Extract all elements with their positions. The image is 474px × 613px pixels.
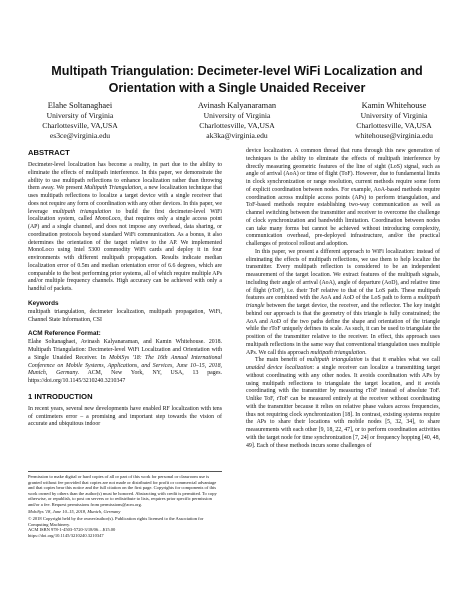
title-line-1: Multipath Triangulation: Decimeter-level WiFi Localization and [51,64,423,78]
author-1 [10,101,150,141]
author-block [10,101,464,141]
author-email: es3ce@virginia.edu [49,131,111,140]
author-name: Elahe Soltanaghaei [47,101,113,110]
right-column [246,148,440,450]
left-column [28,148,222,429]
right-para-1: device localization. A common thread that runs through this new generation of techniques is the ability to eliminate the effects of multipath interference by directly measuring geometric features of the line of sight (LoS) signal, such as angle of arrival (AoA) or time of flight (ToF). However, due to fundamental limits in clock synchronization or range resolution, current methods require some form of explicit coordination between nodes. For example, AoA-based methods require coordination across multiple access points (APs) to perform triangulation, and ToF-based methods require establishing two-way communication as well as channel switching between the transmitter and receiver to overcome the challenge of clock synchronization and bandwidth limitation. Coordination between nodes can take many forms but cannot be achieved without introducing complexity, communication overhead, pre-deployed infrastructure, and/or the practical challenges of protocol rollout and adoption. [246,148,440,247]
right-para-2: In this paper, we present a different approach to WiFi localization: instead of eliminating the effects of multipath reflections, we use them to help localize the transmitter. Every multipath reflection is considered to be an independent measurement of the target location. We extract features of the multipath signals, including their angle of arrival (AoA), angle of departure (AoD), and relative time of flight (rToF), i.e. their ToF relative to that of the LoS path. These multipath features are combined with the AoA and AoD of the LoS path to form a multipath triangle between the target device, the receiver, and the reflector. The key insight behind our approach is that the geometry of this triangle is fully constrained; the AoA and AoD of the two paths define the shape and orientation of the triangle while the rToF uniquely defines its scale. As such, it can be used to triangulate the position of the transmitter relative to the receiver. In effect, this approach uses multipath reflections in the same way that conventional triangulation uses multiple APs. We call this approach multipath triangulation. [246,248,440,356]
author-affiliation: University of Virginia [360,111,428,120]
acm-ref-heading: ACM Reference Format: [28,330,101,338]
permission-footnote [28,471,222,540]
footnote-copyright: © 2018 Copyright held by the owner/author(s). Publication rights licensed to the Association for Computing Machinery. ACM ISBN 978-1-4503-5720-3/18/06…$15.00 https://doi.org/10.1145/3210240.3210347 [28,516,204,538]
author-affiliation: University of Virginia [46,111,114,120]
title-line-2: Orientation with a Single Unaided Receiver [108,81,366,95]
keywords-heading: Keywords [28,299,59,307]
intro-heading: 1 INTRODUCTION [28,391,93,401]
author-2 [167,101,307,141]
abstract-text: Decimeter-level localization has become a reality, in part due to the ability to eliminate the effects of multipath interference. In this paper, we demonstrate the ability to use multipath reflections to enhance localization rather than throwing them away. We present Multipath Triangulation, a new localization technique that uses multipath reflections to localize a target device with a single receiver that does not require any form of coordination with any other devices. In this paper, we leverage multipath triangulation to build the first decimeter-level WiFi localization system, called MonoLoco, that requires only a single access point (AP) and a single channel, and does not impose any overhead, data sharing, or coordination protocols beyond standard WiFi communication. As a bonus, it also determines the orientation of the target relative to the AP. We implemented MonoLoco using Intel 5300 commodity WiFi cards and deploy it in four environments with different multipath propagation. Results indicate median localization error of 0.5m and median orientation error of 6.6 degrees, which are comparable to the best performing prior systems, all of which require multiple APs and/or multiple frequency channels. High accuracy can be achieved with only a handful of packets. [28,162,222,292]
acm-ref-text: Elahe Soltanaghaei, Avinash Kalyanaraman, and Kamin Whitehouse. 2018. Multipath Triangulation: Decimeter-level WiFi Localization and Orientation with a Single Unaided Receiver. In MobiSys '18: The 16th Annual International Conference on Mobile Systems, Applications, and Services, June 10–15, 2018, Munich, Germany. ACM, New York, NY, USA, 13 pages. https://doi.org/10.1145/3210240.3210347 [28,339,222,384]
author-email: ak3ka@virginia.edu [206,131,268,140]
author-location: Charlottesville, VA,USA [356,121,432,130]
author-affiliation: University of Virginia [203,111,271,120]
author-email: whitehouse@virginia.edu [355,131,433,140]
author-location: Charlottesville, VA,USA [42,121,118,130]
author-name: Kamin Whitehouse [361,101,427,110]
footnote-venue: MobiSys '18, June 10–15, 2018, Munich, Germany [28,509,121,515]
footnote-permission: Permission to make digital or hard copies of all or part of this work for personal or classroom use is granted without fee provided that copies are not made or distributed for profit or commercial advantage and that copies bear this notice and the full citation on the first page. Copyrights for components of this work owned by others than the author(s) must be honored. Abstracting with credit is permitted. To copy otherwise, or republish, to post on servers or to redistribute to lists, requires prior specific permission and/or a fee. Request permissions from permissions@acm.org. [28,474,217,507]
abstract-heading: ABSTRACT [28,148,70,157]
paper-title [20,63,454,97]
intro-text: In recent years, several new developments have enabled RF localization with tens of centimeters error – a promising and important step towards the vision of accurate and ubiquitous indoor [28,405,222,428]
author-name: Avinash Kalyanaraman [197,101,277,110]
author-location: Charlottesville, VA,USA [199,121,275,130]
author-3 [324,101,464,141]
keywords-text: multipath triangulation, decimeter localization, multipath propagation, WiFi, Channel State Information, CSI [28,308,222,323]
right-para-3: The main benefit of multipath triangulation is that it enables what we call unaided device localization: a single receiver can localize a transmitting target without coordinating with any other nodes. It avoids coordination with APs by using multipath reflections to triangulate the target location, and it avoids coordinating with the transmitter by measuring rToF instead of absolute ToF. Unlike ToF, rToF can be measured entirely at the receiver without coordinating with the transmitter because it relies on relative phase values across frequencies, thus not requiring clock synchronization [18]. In contrast, existing systems require the APs to share their locations with mobile nodes [5, 32, 34], to share measurements with each other [9, 18, 22, 47], or to perform coordination activities with the target node for time synchronization [7, 24] or frequency hopping [40, 48, 49]. Each of these methods incurs some challenges of [246,357,440,449]
